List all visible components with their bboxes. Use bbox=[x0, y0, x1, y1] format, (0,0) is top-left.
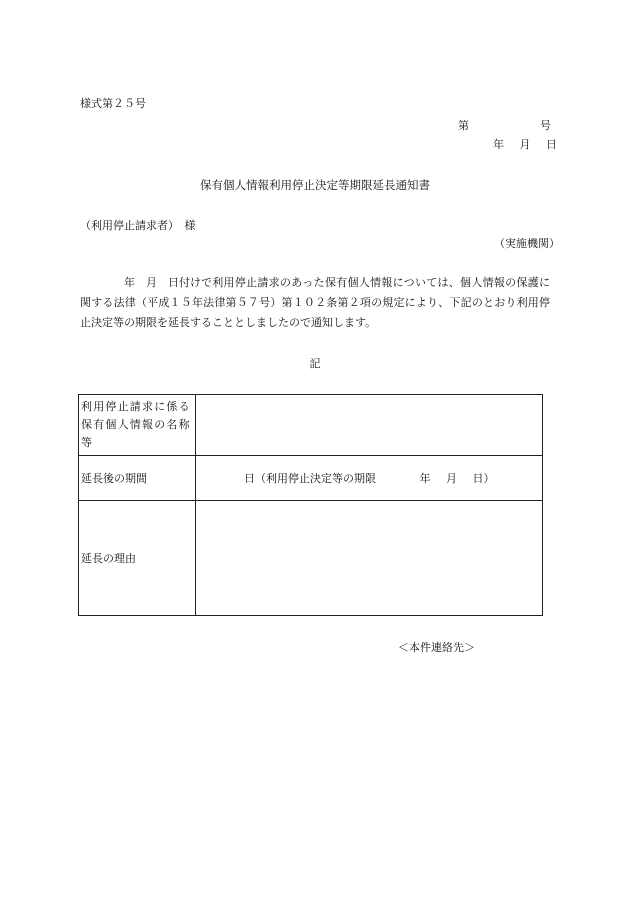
issue-date-day: 日 bbox=[546, 138, 557, 151]
document-number-prefix: 第 bbox=[458, 119, 469, 132]
table-row-subject bbox=[79, 395, 543, 456]
period-day-close: 日） bbox=[472, 472, 495, 485]
contact-heading: ＜本件連絡先＞ bbox=[398, 641, 475, 654]
subject-label: 利用停止請求に係る保有個人情報の名称等 bbox=[81, 400, 191, 449]
period-label: 延長後の期間 bbox=[79, 456, 196, 501]
period-month: 月 bbox=[446, 472, 457, 485]
subject-label-cell bbox=[79, 395, 196, 456]
reason-label: 延長の理由 bbox=[79, 501, 196, 616]
body-date-part: 年 月 日付けで bbox=[124, 276, 212, 289]
ki-heading: 記 bbox=[309, 357, 321, 370]
period-year: 年 bbox=[419, 472, 431, 485]
document-title: 保有個人情報利用停止決定等期限延長通知書 bbox=[200, 178, 430, 192]
issue-date-year: 年 bbox=[493, 138, 504, 151]
addressee: （利用停止請求者） 様 bbox=[80, 219, 196, 232]
period-value-cell[interactable] bbox=[196, 456, 543, 501]
document-number-suffix: 号 bbox=[540, 119, 551, 132]
issuing-agency: （実施機関） bbox=[494, 237, 560, 250]
form-number: 様式第２５号 bbox=[80, 97, 146, 110]
issue-date-month: 月 bbox=[519, 138, 531, 151]
notice-body bbox=[80, 273, 550, 333]
subject-value-cell[interactable] bbox=[196, 395, 543, 456]
details-table bbox=[78, 394, 543, 616]
table-row-reason bbox=[79, 501, 543, 616]
issue-date bbox=[493, 139, 557, 150]
table-row-period bbox=[79, 456, 543, 501]
period-deadline-label: （利用停止決定等の期限 bbox=[255, 472, 376, 485]
reason-value-cell[interactable] bbox=[196, 501, 543, 616]
period-day-unit: 日 bbox=[244, 472, 255, 485]
body-text: 利用停止請求のあった保有個人情報については、個人情報の保護に関する法律（平成１５年法律第５７号）第１０２条第２項の規定により、下記のとおり利用停止決定等の期限を延長することとしましたので通知します。 bbox=[80, 276, 550, 329]
